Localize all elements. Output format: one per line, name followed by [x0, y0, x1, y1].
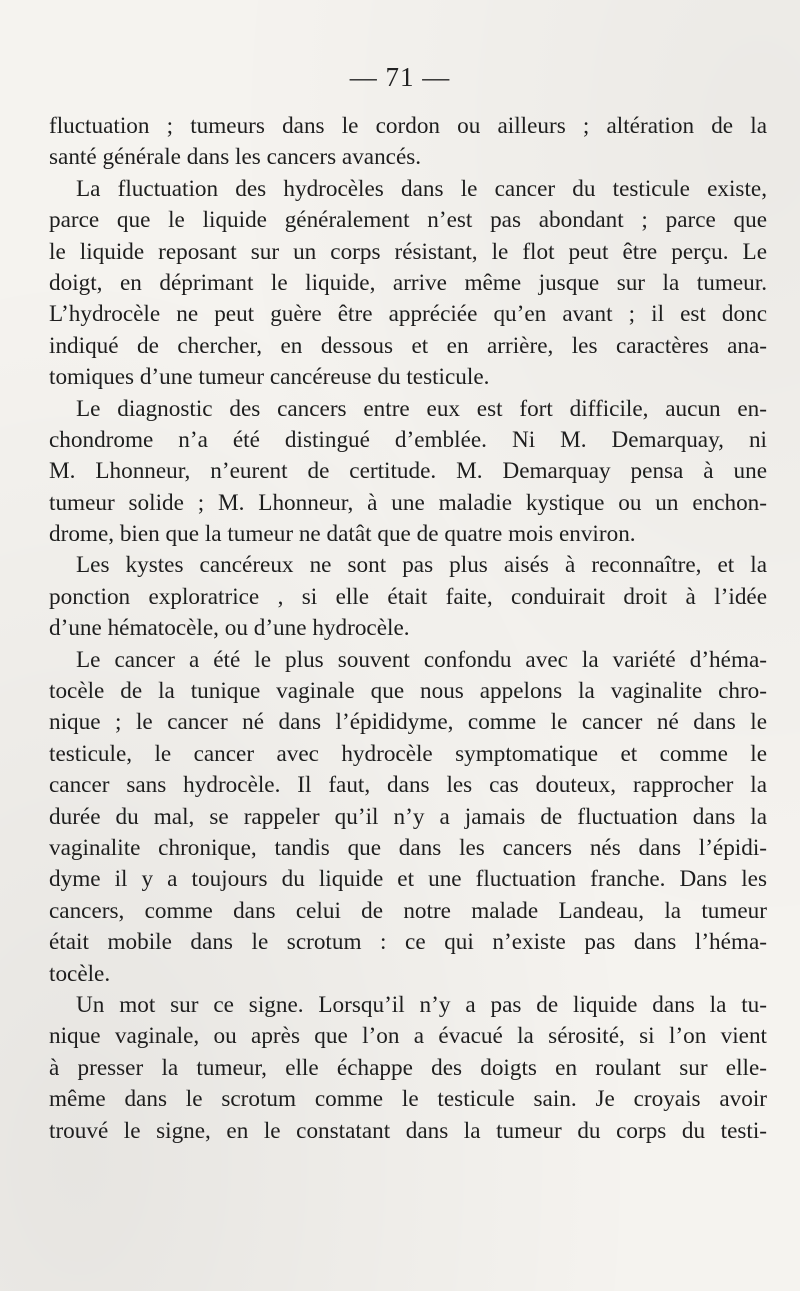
page-number: — 71 —	[349, 62, 451, 92]
text-line: nique ; le cancer né dans l’épididyme, comme le cancer né dans le	[49, 709, 767, 736]
text-line: parce que le liquide généralement n’est pas abondant ; parce que	[49, 207, 767, 234]
text-line: cancer sans hydrocèle. Il faut, dans les cas douteux, rapprocher la	[49, 772, 767, 799]
text-line: d’une hématocèle, ou d’une hydrocèle.	[49, 615, 410, 642]
text-line: Le diagnostic des cancers entre eux est fort difficile, aucun en-	[76, 395, 767, 422]
text-line: était mobile dans le scrotum : ce qui n’existe pas dans l’héma-	[49, 929, 767, 956]
text-line: chondrome n’a été distingué d’emblée. Ni M. Demarquay, ni	[49, 426, 767, 453]
text-line: nique vaginale, ou après que l’on a évacué la sérosité, si l’on vient	[49, 1023, 767, 1050]
text-line: Un mot sur ce signe. Lorsqu’il n’y a pas de liquide dans la tu-	[76, 991, 767, 1018]
text-line: trouvé le signe, en le constatant dans la tumeur du corps du testi-	[49, 1117, 767, 1144]
text-line: L’hydrocèle ne peut guère être appréciée qu’en avant ; il est donc	[49, 301, 767, 328]
text-line: M. Lhonneur, n’eurent de certitude. M. Demarquay pensa à une	[49, 458, 767, 485]
text-line: drome, bien que la tumeur ne datât que de quatre mois environ.	[49, 521, 636, 548]
text-line: fluctuation ; tumeurs dans le cordon ou ailleurs ; altération de la	[49, 113, 767, 139]
text-line: à presser la tumeur, elle échappe des doigts en roulant sur elle-	[49, 1054, 767, 1081]
text-line: tomiques d’une tumeur cancéreuse du testicule.	[49, 364, 490, 391]
text-line: santé générale dans les cancers avancés.	[49, 144, 422, 171]
body-text	[49, 111, 767, 1147]
text-line: Les kystes cancéreux ne sont pas plus aisés à reconnaître, et la	[76, 552, 767, 579]
text-line: Le cancer a été le plus souvent confondu avec la variété d’héma-	[76, 646, 767, 673]
text-line: le liquide reposant sur un corps résistant, le flot peut être perçu. Le	[49, 238, 767, 265]
text-line: ponction exploratrice , si elle était faite, conduirait droit à l’idée	[49, 583, 767, 610]
text-line: tocèle.	[49, 960, 111, 987]
text-line: tumeur solide ; M. Lhonneur, à une maladie kystique ou un enchon-	[49, 489, 767, 516]
text-line: vaginalite chronique, tandis que dans les cancers nés dans l’épidi-	[49, 834, 767, 861]
text-line: La fluctuation des hydrocèles dans le cancer du testicule existe,	[76, 175, 767, 202]
text-line: tocèle de la tunique vaginale que nous appelons la vaginalite chro-	[49, 678, 767, 705]
text-line: dyme il y a toujours du liquide et une fluctuation franche. Dans les	[49, 866, 767, 893]
text-line: durée du mal, se rappeler qu’il n’y a jamais de fluctuation dans la	[49, 803, 767, 830]
text-line: doigt, en déprimant le liquide, arrive même jusque sur la tumeur.	[49, 269, 767, 296]
text-line: testicule, le cancer avec hydrocèle symptomatique et comme le	[49, 740, 767, 767]
text-line: cancers, comme dans celui de notre malade Landeau, la tumeur	[49, 897, 767, 924]
text-line: même dans le scrotum comme le testicule sain. Je croyais avoir	[49, 1086, 767, 1113]
text-line: indiqué de chercher, en dessous et en arrière, les caractères ana-	[49, 332, 767, 359]
